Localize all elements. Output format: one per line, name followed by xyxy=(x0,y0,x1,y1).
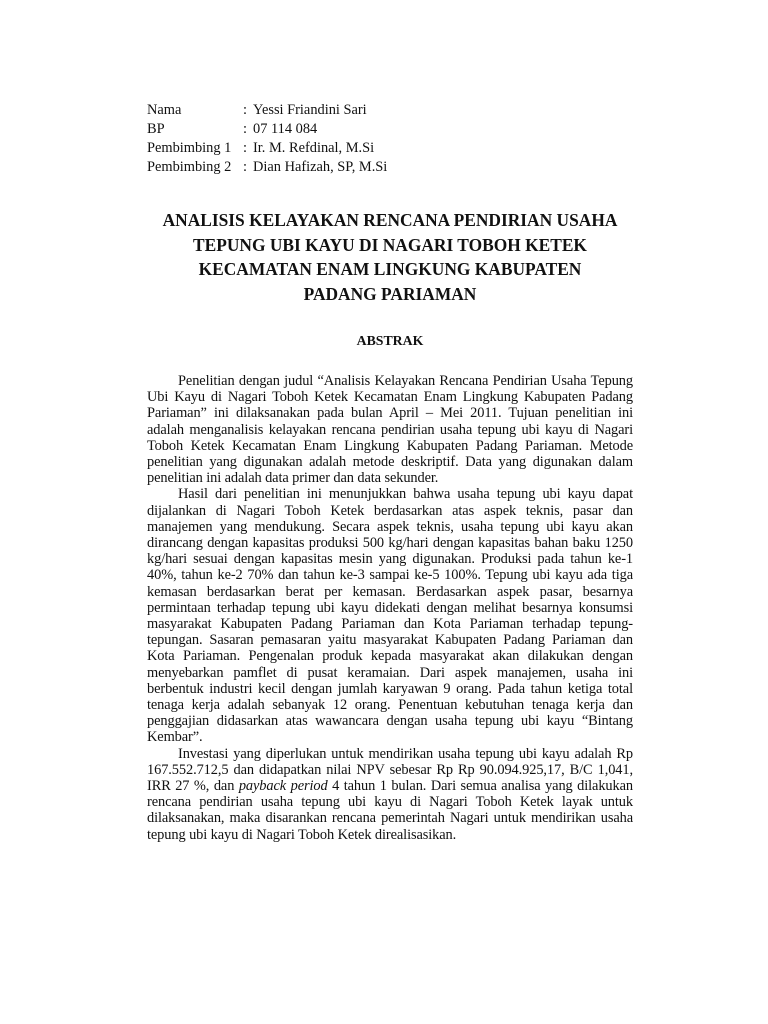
identity-row-name xyxy=(147,101,387,120)
title-line: PADANG PARIAMAN xyxy=(303,283,477,304)
identity-separator: : xyxy=(243,102,247,118)
title-line: KECAMATAN ENAM LINGKUNG KABUPATEN xyxy=(198,259,582,279)
identity-label: BP xyxy=(147,121,165,137)
identity-row-supervisor-1 xyxy=(147,139,387,158)
abstract-paragraph-2: Hasil dari penelitian ini menunjukkan bahwa usaha tepung ubi kayu dapat dijalankan di Nagari Toboh Ketek berdasarkan atas aspek teknis, pasar dan manajemen yang mendukung. Secara aspek teknis, usaha tepung ubi kayu akan dirancang dengan kapasitas produksi 500 kg/hari dengan kapasitas bahan baku 1250 kg/hari sesuai dengan kapasitas mesin yang digunakan. Produksi pada tahun ke-1 40%, tahun ke-2 70% dan tahun ke-3 sampai ke-5 100%. Tepung ubi kayu ada tiga kemasan berdasarkan berat per kemasan. Berdasarkan aspek pasar, besarnya permintaan terhadap tepung ubi kayu didekati dengan melihat besarnya konsumsi masyarakat Kabupaten Padang Pariaman dan Kota Pariaman terhadap tepung-tepungan. Sasaran pemasaran yaitu masyarakat Kabupaten Padang Pariaman dan Kota Pariaman. Pengenalan produk kepada masyarakat akan dilakukan dengan menyebarkan pamflet di pusat keramaian. Dari aspek manajemen, usaha ini berbentuk industri kecil dengan jumlah karyawan 9 orang. Pada tahun ketiga total tenaga kerja adalah sebanyak 12 orang. Penentuan kebutuhan tenaga kerja dan penggajian didasarkan atas wawancara dengan usaha tepung ubi kayu “Bintang Kembar”. xyxy=(147,486,633,746)
identity-label: Nama xyxy=(147,102,182,118)
identity-value: Ir. M. Refdinal, M.Si xyxy=(253,140,375,156)
identity-value: Dian Hafizah, SP, M.Si xyxy=(253,159,388,175)
identity-label: Pembimbing 2 xyxy=(147,159,232,175)
identity-row-supervisor-2 xyxy=(147,158,387,177)
identity-separator: : xyxy=(243,121,247,137)
abstract-paragraph-3 xyxy=(147,746,633,843)
paragraph-3-text-start: Investasi yang diperlukan untuk mendirikan usaha tepung ubi kayu adalah Rp 167.552.712,5 dan didapatkan nilai NPV sebesar Rp Rp 90.094.925,17, B/C 1,041, IRR 27 %, dan xyxy=(147,745,633,795)
abstract-heading: ABSTRAK xyxy=(356,333,424,348)
title-line: ANALISIS KELAYAKAN RENCANA PENDIRIAN USAHA xyxy=(162,210,618,230)
identity-row-bp xyxy=(147,120,387,139)
identity-separator: : xyxy=(243,159,247,175)
identity-value: Yessi Friandini Sari xyxy=(253,102,367,118)
paragraph-3-text-end: 4 tahun 1 bulan. Dari semua analisa yang dilakukan rencana pendirian usaha tepung ubi kayu di Nagari Toboh Ketek layak untuk dilaksanakan, maka disarankan rencana pemerintah Nagari untuk mendirikan usaha tepung ubi kayu di Nagari Toboh Ketek direalisasikan. xyxy=(147,778,634,843)
paragraph-3-italic-term: payback period xyxy=(238,778,328,795)
identity-separator: : xyxy=(243,140,247,156)
identity-block xyxy=(147,101,387,177)
document-title xyxy=(147,208,633,306)
identity-value: 07 114 084 xyxy=(253,121,318,137)
identity-label: Pembimbing 1 xyxy=(147,140,232,156)
title-line: TEPUNG UBI KAYU DI NAGARI TOBOH KETEK xyxy=(193,234,587,255)
abstract-paragraph-1: Penelitian dengan judul “Analisis Kelayakan Rencana Pendirian Usaha Tepung Ubi Kayu di Nagari Toboh Ketek Kecamatan Enam Lingkung Kabupaten Padang Pariaman” ini dilaksanakan pada bulan April – Mei 2011. Tujuan penelitian ini adalah menganalisis kelayakan rencana pendirian usaha tepung ubi kayu di Nagari Toboh Ketek Kecamatan Enam Lingkung Kabupaten Padang Pariaman. Metode penelitian yang digunakan adalah metode deskriptif. Data yang digunakan dalam penelitian ini adalah data primer dan data sekunder. xyxy=(147,373,633,487)
abstract-body xyxy=(147,373,633,843)
